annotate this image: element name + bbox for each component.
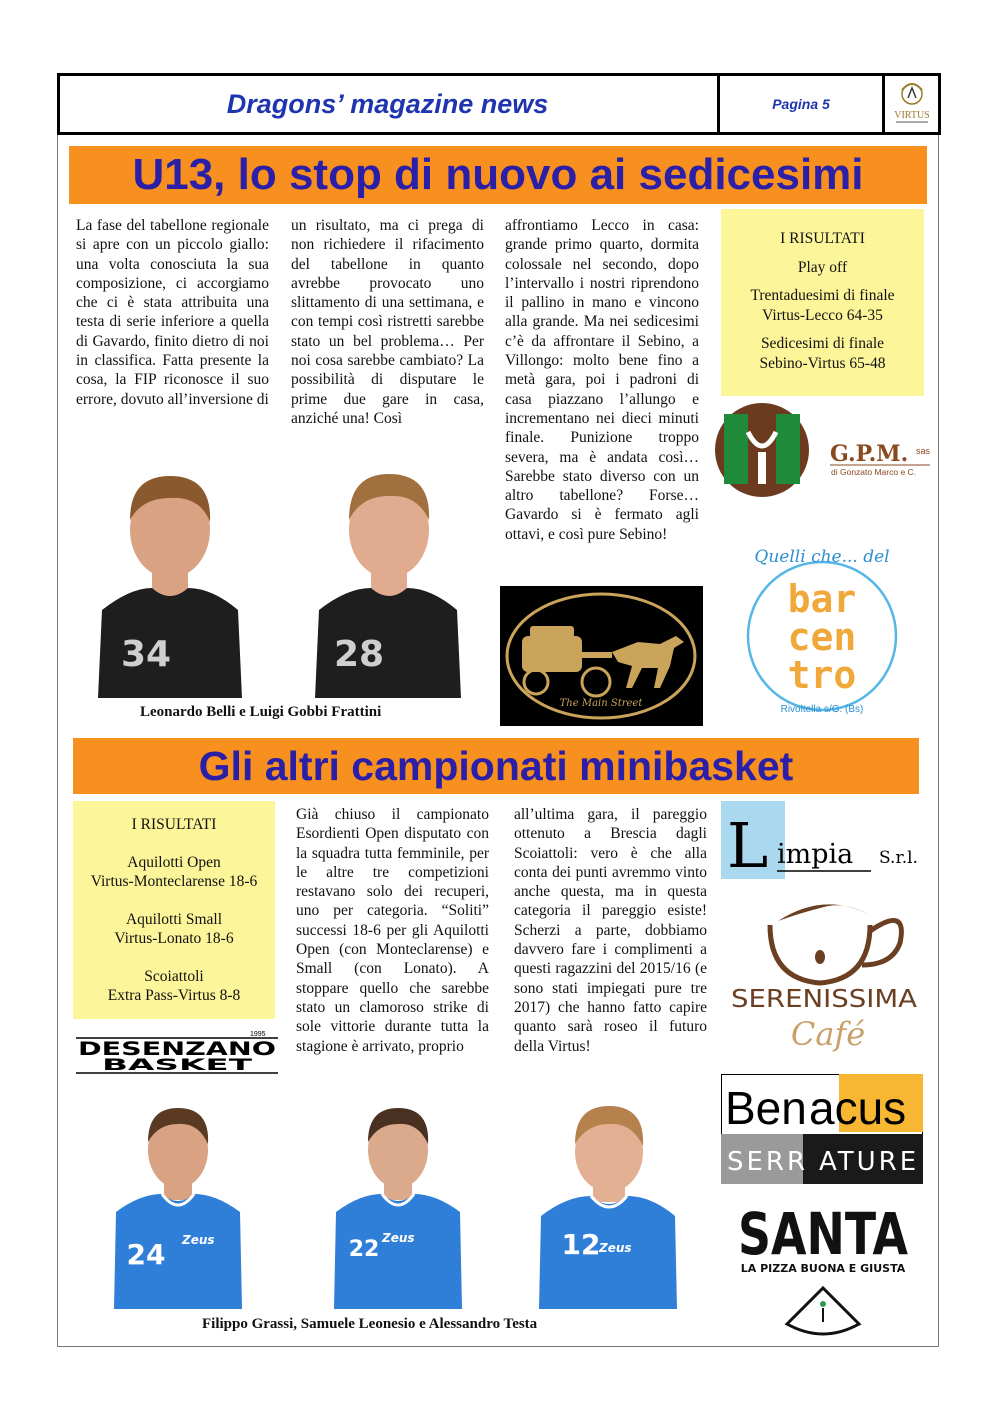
article-column bbox=[514, 805, 707, 1056]
magazine-title: Dragons’ magazine news bbox=[226, 88, 549, 119]
result-score: Virtus-Monteclarense 18-6 bbox=[90, 873, 258, 890]
svg-text:LA PIZZA BUONA E GIUSTA: LA PIZZA BUONA E GIUSTA bbox=[740, 1262, 906, 1275]
header-divider bbox=[882, 76, 885, 132]
svg-text:acus: acus bbox=[809, 1082, 907, 1134]
result-round: Aquilotti Small bbox=[125, 910, 223, 928]
result-score: Virtus-Lecco 64-35 bbox=[762, 306, 883, 324]
svg-text:SERENISSIMA: SERENISSIMA bbox=[731, 984, 917, 1013]
result-round: Aquilotti Open bbox=[127, 853, 221, 871]
mainstreet-sponsor-logo bbox=[500, 586, 703, 726]
player-photo bbox=[110, 1104, 245, 1309]
results-title: I RISULTATI bbox=[780, 230, 865, 247]
page-header bbox=[57, 73, 941, 135]
photo-caption: Filippo Grassi, Samuele Leonesio e Alessandro Testa bbox=[202, 1316, 538, 1332]
svg-text:Rivoltella s/G. (Bs): Rivoltella s/G. (Bs) bbox=[780, 704, 864, 715]
svg-text:1995: 1995 bbox=[250, 1031, 266, 1038]
article-column bbox=[291, 216, 484, 428]
results-subtitle: Play off bbox=[797, 258, 848, 276]
svg-text:impia: impia bbox=[777, 839, 854, 870]
svg-text:Zeus: Zeus bbox=[182, 1233, 215, 1247]
player-photo bbox=[330, 1104, 465, 1309]
result-score: Extra Pass-Virtus 8-8 bbox=[107, 987, 241, 1004]
result-round: Scoiattoli bbox=[144, 967, 204, 985]
svg-text:28: 28 bbox=[333, 634, 385, 675]
player-photo bbox=[535, 1104, 680, 1309]
results-box bbox=[721, 209, 924, 396]
svg-text:DESENZANO: DESENZANO bbox=[78, 1038, 276, 1060]
santa-pizza-logo bbox=[733, 1198, 913, 1340]
section-headline: Gli altri campionati minibasket bbox=[73, 738, 919, 794]
article-column bbox=[296, 805, 489, 1056]
photo-caption: Leonardo Belli e Luigi Gobbi Frattini bbox=[140, 704, 382, 720]
svg-text:12: 12 bbox=[561, 1228, 601, 1261]
svg-text:di Gonzato Marco e C.: di Gonzato Marco e C. bbox=[831, 467, 917, 477]
svg-text:sas: sas bbox=[916, 446, 931, 456]
article-column bbox=[505, 216, 699, 544]
article-text: Già chiuso il campionato Esordienti Open disputato con la squadra tutta femminile, per le altre tre competizioni restavano solo dei recuperi, uno per categoria. “Soliti” successi 18-6 per gli Aquilotti Open (con Monteclarense) e Small (con Lonato). A stoppare quello che sarebbe stato un clamoroso strike di sole vittorie durante tutta la stagione è arrivato, proprio bbox=[296, 806, 489, 1055]
barcentro-sponsor-logo bbox=[737, 540, 907, 716]
svg-text:Quelli che... del: Quelli che... del bbox=[754, 547, 890, 567]
gpm-sponsor-logo bbox=[712, 402, 934, 498]
result-round: Sedicesimi di finale bbox=[760, 335, 885, 352]
desenzano-basket-logo bbox=[74, 1028, 280, 1076]
benacus-serrature-logo bbox=[721, 1074, 923, 1184]
svg-text:Zeus: Zeus bbox=[599, 1241, 632, 1255]
limpia-sponsor-logo bbox=[721, 801, 927, 879]
section-headline: U13, lo stop di nuovo ai sedicesimi bbox=[69, 146, 927, 204]
svg-text:22: 22 bbox=[348, 1237, 380, 1262]
svg-text:VIRTUS: VIRTUS bbox=[894, 110, 930, 121]
svg-text:S.r.l.: S.r.l. bbox=[879, 848, 918, 868]
svg-text:34: 34 bbox=[120, 634, 172, 675]
result-score: Sebino-Virtus 65-48 bbox=[759, 354, 886, 372]
svg-text:ATURE: ATURE bbox=[819, 1147, 920, 1177]
player-photo bbox=[305, 470, 465, 698]
article-text: un risultato, ma ci prega di non richiedere il rifacimento del tabellone in quanto avrebbe provocato uno slittamento di una settimana, e con tempi così ristretti sarebbe stato un bel problema… Per noi cosa sarebbe cambiato? La possibilità di disputare le prime due gare in casa, anziché una! Così bbox=[291, 217, 484, 427]
article-text: La fase del tabellone regionale si apre con un piccolo giallo: una volta conosciuta la sua composizione, ci accorgiamo che ci è stata attribuita una testa di serie inferiore a quella di Gavardo, finito dietro di noi in classifica. Fatta presente la cosa, la FIP riconosce il suo errore, dovuto all’inversione di bbox=[76, 217, 269, 408]
result-score: Virtus-Lonato 18-6 bbox=[114, 930, 234, 947]
svg-text:tro: tro bbox=[787, 653, 857, 697]
results-title: I RISULTATI bbox=[131, 816, 217, 833]
svg-text:24: 24 bbox=[126, 1238, 166, 1271]
article-text: affrontiamo Lecco in casa: grande primo quarto, dormita colossale nel secondo, dopo l’intervallo i nostri riprendono il pallino in mano e vincono alla grande. Ma nei sedicesimi c’è da affrontare il Sebino, a Villongo: molto bene fino a metà gara, poi i padroni di casa piazzano l’allungo e incrementano nei dieci minuti finale. Punizione troppo severa, ma è andata così… Sarebbe stato diverso con un altro tabellone? Forse… Gavardo si è fermato agli ottavi, e così pure Sebino! bbox=[505, 217, 699, 543]
svg-text:L: L bbox=[727, 809, 769, 879]
serenissima-cafe-logo bbox=[724, 895, 924, 1060]
svg-text:Café: Café bbox=[790, 1015, 866, 1053]
svg-text:The Main Street: The Main Street bbox=[559, 698, 643, 709]
svg-text:bar: bar bbox=[787, 577, 857, 621]
svg-text:SERR: SERR bbox=[727, 1147, 809, 1177]
svg-text:BASKET: BASKET bbox=[102, 1055, 253, 1074]
svg-text:SANTA: SANTA bbox=[738, 1200, 909, 1268]
article-column bbox=[76, 216, 269, 409]
results-box bbox=[73, 801, 275, 1019]
player-photo bbox=[90, 470, 250, 698]
page-number: Pagina 5 bbox=[772, 96, 830, 112]
svg-text:Ben: Ben bbox=[725, 1082, 807, 1134]
svg-text:G.P.M.: G.P.M. bbox=[830, 441, 909, 467]
article-text: all’ultima gara, il pareggio ottenuto a Brescia dagli Scoiattoli: vero è che alla conta dei punti avremmo vinto anche questa, ma in questa categoria il pareggio esiste! Scherzi a parte, dobbiamo davvero fare i complimenti a questi ragazzini del 2015/16 (e sono stati impiegati pure tre 2017) che hanno fatto capire quanto sarà roseo il futuro della Virtus! bbox=[514, 806, 707, 1055]
virtus-logo bbox=[888, 80, 936, 128]
svg-text:cen: cen bbox=[787, 615, 857, 659]
result-round: Trentaduesimi di finale bbox=[750, 287, 895, 304]
svg-text:Zeus: Zeus bbox=[382, 1231, 415, 1245]
